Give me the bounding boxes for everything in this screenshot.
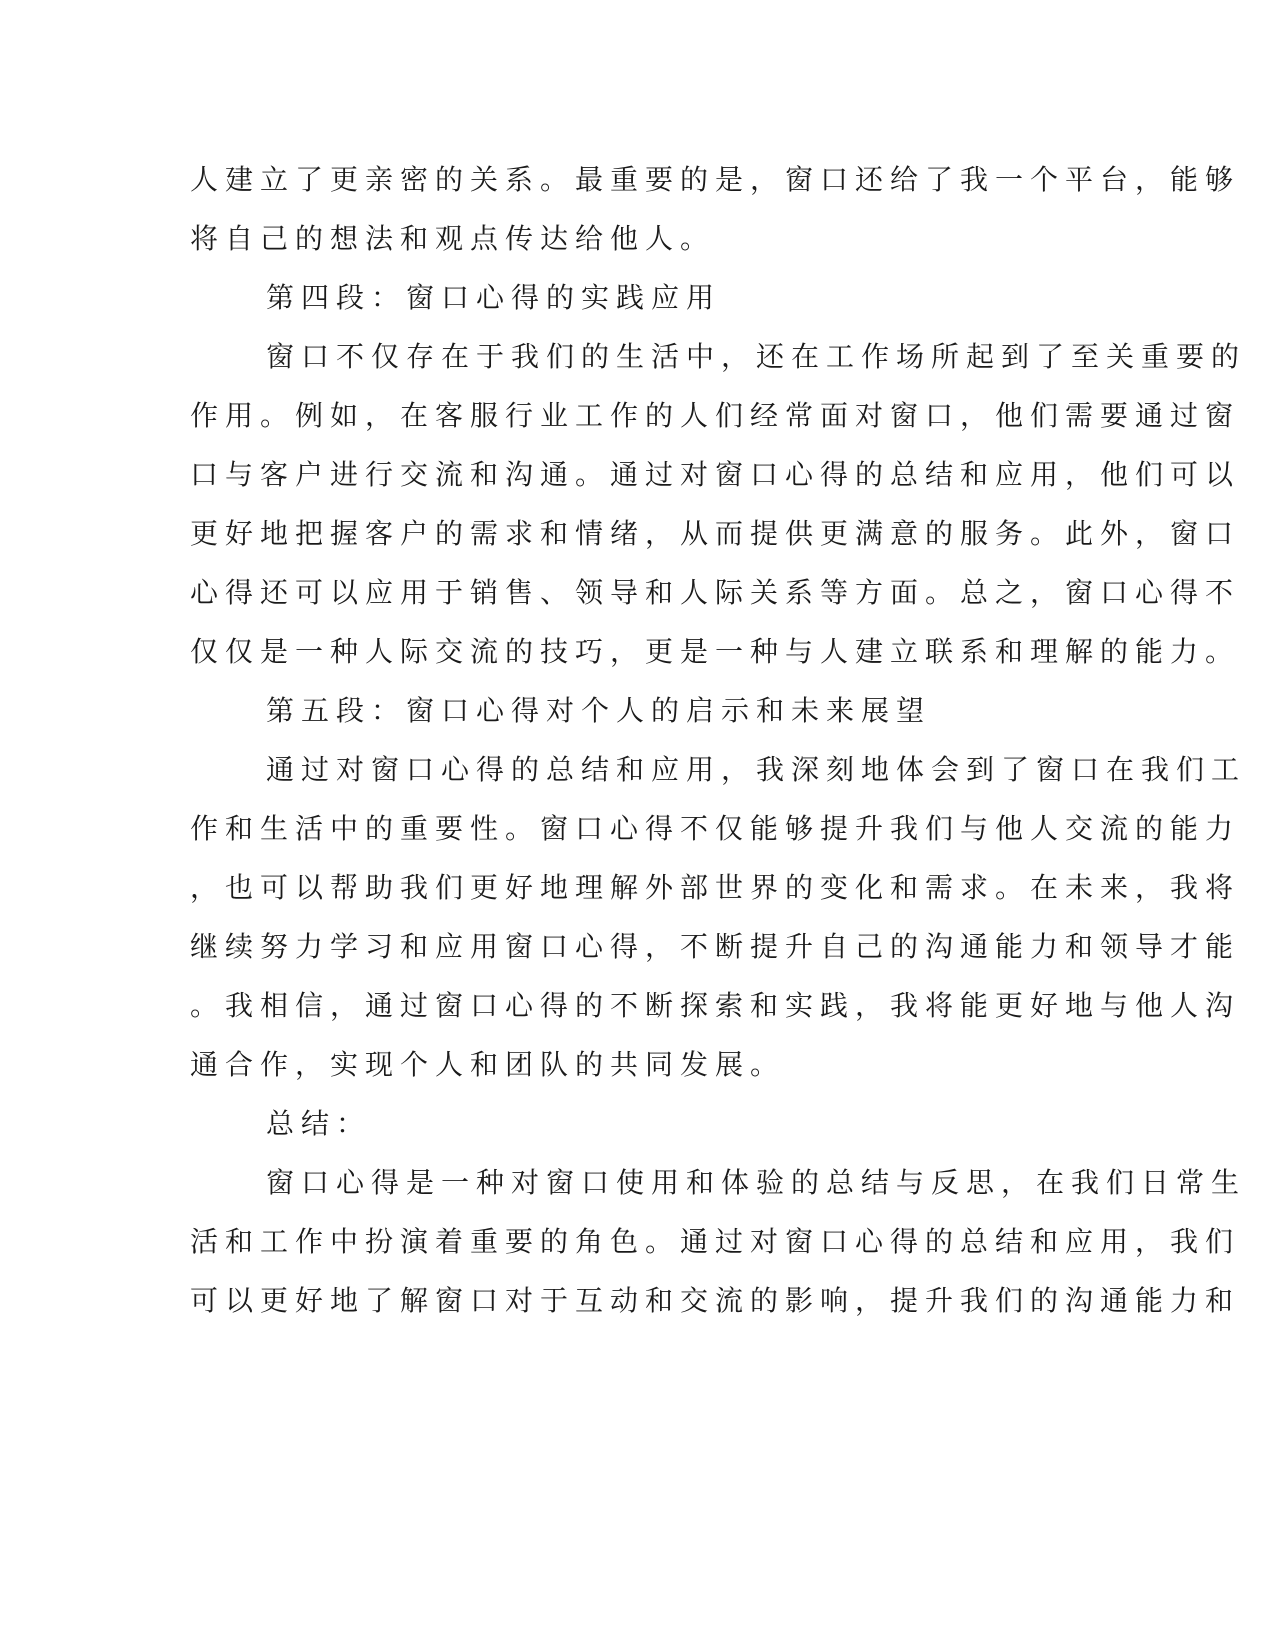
body-text-line: 将自己的想法和观点传达给他人。 [190,222,716,255]
body-text-line: 活和工作中扮演着重要的角色。通过对窗口心得的总结和应用，我们 [190,1225,1241,1258]
body-text-line: ，也可以帮助我们更好地理解外部世界的变化和需求。在未来，我将 [190,871,1241,904]
body-text-line: 继续努力学习和应用窗口心得，不断提升自己的沟通能力和领导才能 [190,930,1241,963]
body-text-line: 作和生活中的重要性。窗口心得不仅能够提升我们与他人交流的能力 [190,812,1241,845]
body-text-line: 窗口心得是一种对窗口使用和体验的总结与反思，在我们日常生 [266,1166,1247,1199]
body-text-line: 更好地把握客户的需求和情绪，从而提供更满意的服务。此外，窗口 [190,517,1241,550]
body-text-line: 心得还可以应用于销售、领导和人际关系等方面。总之，窗口心得不 [190,576,1241,609]
summary-heading: 总结： [266,1107,372,1140]
body-text-line: 口与客户进行交流和沟通。通过对窗口心得的总结和应用，他们可以 [190,458,1241,491]
body-text-line: 通过对窗口心得的总结和应用，我深刻地体会到了窗口在我们工 [266,753,1247,786]
section-heading-4: 第四段：窗口心得的实践应用 [266,281,722,314]
body-text-line: 可以更好地了解窗口对于互动和交流的影响，提升我们的沟通能力和 [190,1284,1241,1317]
body-text-line: 窗口不仅存在于我们的生活中，还在工作场所起到了至关重要的 [266,340,1247,373]
body-text-line: 人建立了更亲密的关系。最重要的是，窗口还给了我一个平台，能够 [190,163,1241,196]
body-text-line: 仅仅是一种人际交流的技巧，更是一种与人建立联系和理解的能力。 [190,635,1241,668]
body-text-line: 作用。例如，在客服行业工作的人们经常面对窗口，他们需要通过窗 [190,399,1241,432]
body-text-line: 。我相信，通过窗口心得的不断探索和实践，我将能更好地与他人沟 [190,989,1241,1022]
section-heading-5: 第五段：窗口心得对个人的启示和未来展望 [266,694,932,727]
body-text-line: 通合作，实现个人和团队的共同发展。 [190,1048,786,1081]
